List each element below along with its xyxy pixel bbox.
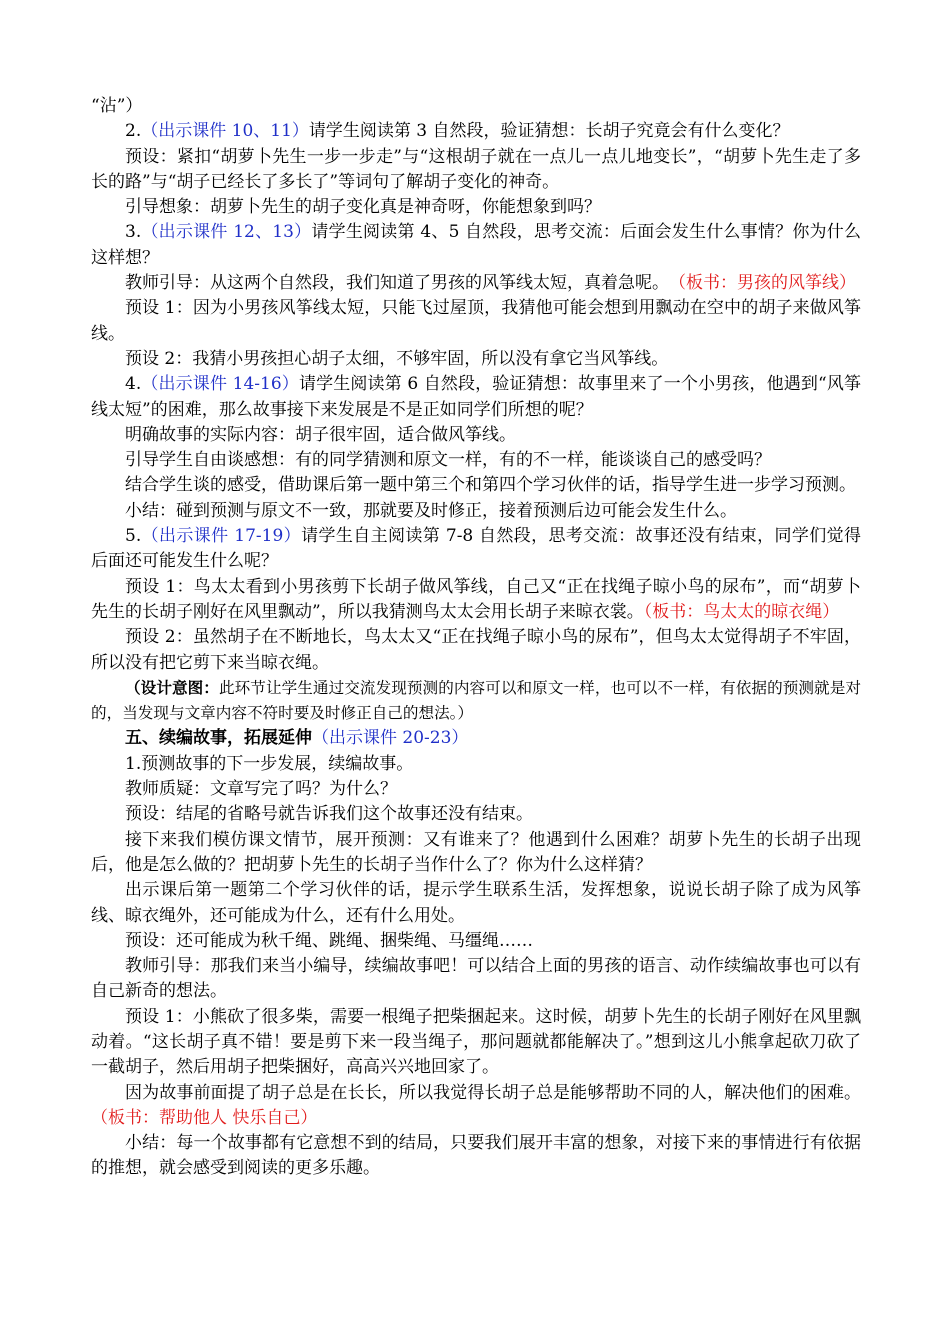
text-run: 教师引导：从这两个自然段，我们知道了男孩的风筝线太短，真着急呢。 [125, 273, 678, 294]
text-run: 引导想象：胡萝卜先生的胡子变化真是神奇呀，你能想象到吗？ [125, 197, 601, 218]
paragraph [91, 119, 861, 144]
text-run: 因为故事前面提了胡子总是在长长，所以我觉得长胡子总是能够帮助不同的人，解决他们的困难。 [125, 1082, 861, 1103]
text-run: 请学生自主阅读第 7-8 自然段，思考交流：故事还没有结束，同学们觉得后面还可能发生什么呢？ [91, 526, 861, 572]
courseware-note: （出示课件 12、13） [141, 222, 312, 243]
text-run: 预设 1：小熊砍了很多柴，需要一根绳子把柴捆起来。这时候，胡萝卜先生的长胡子刚好在风里飘动着。“这长胡子真不错！要是剪下来一段当绳子，那问题就都能解决了。”想到这儿小熊拿起砍刀砍了一截胡子，然后用胡子把柴捆好，高高兴兴地回家了。 [91, 1006, 861, 1078]
text-run: （设计意图： [125, 678, 219, 697]
text-run: 2. [125, 121, 142, 142]
board-note: （板书：帮助他人 快乐自己） [91, 1107, 318, 1128]
courseware-note: （出示课件 10、11） [141, 121, 309, 142]
text-run: 请学生阅读第 6 自然段，验证猜想：故事里来了一个小男孩，他遇到“风筝线太短”的困难，那么故事接下来发展是不是正如同学们所想的呢？ [91, 374, 861, 420]
paragraph [91, 423, 861, 448]
courseware-note: （出示课件 17-19） [141, 526, 302, 547]
paragraph [91, 347, 861, 372]
paragraph [91, 145, 861, 196]
paragraph [91, 499, 861, 524]
paragraph [91, 726, 861, 751]
paragraph [91, 777, 861, 802]
courseware-note: （出示课件 20-23） [312, 728, 469, 749]
text-run: 明确故事的实际内容：胡子很牢固，适合做风筝线。 [125, 424, 516, 445]
board-note: （板书：男孩的风筝线） [677, 273, 856, 294]
paragraph [91, 448, 861, 473]
text-run: 出示课后第一题第二个学习伙伴的话，提示学生联系生活，发挥想象，说说长胡子除了成为风筝线、晾衣绳外，还可能成为什么，还有什么用处。 [91, 880, 861, 926]
text-run: 1.预测故事的下一步发展，续编故事。 [125, 753, 414, 774]
paragraph [91, 878, 861, 929]
text-run: 预设 2：我猜小男孩担心胡子太细，不够牢固，所以没有拿它当风筝线。 [125, 348, 669, 369]
paragraph [91, 752, 861, 777]
paragraph [91, 954, 861, 1005]
text-run: “沾”） [91, 96, 143, 116]
paragraph [91, 220, 861, 271]
text-run: 5. [125, 526, 142, 547]
paragraph [91, 271, 861, 296]
paragraph [91, 1131, 861, 1182]
paragraph [91, 296, 861, 347]
paragraph [91, 828, 861, 879]
paragraph [91, 676, 861, 727]
text-run: 预设 2：虽然胡子在不断地长，鸟太太又“正在找绳子晾小鸟的尿布”，但鸟太太觉得胡子不牢固，所以没有把它剪下来当晾衣绳。 [91, 627, 861, 673]
text-run: 4. [125, 374, 142, 395]
paragraph [91, 372, 861, 423]
text-run: 教师引导：那我们来当小编导，续编故事吧！可以结合上面的男孩的语言、动作续编故事也可以有自己新奇的想法。 [91, 956, 861, 1002]
paragraph [91, 195, 861, 220]
text-run: 3. [125, 222, 142, 243]
document-body [91, 94, 861, 1182]
text-run: 预设：结尾的省略号就告诉我们这个故事还没有结束。 [125, 804, 533, 825]
text-run: 小结：碰到预测与原文不一致，那就要及时修正，接着预测后边可能会发生什么。 [125, 500, 737, 521]
text-run: 预设：紧扣“胡萝卜先生一步一步走”与“这根胡子就在一点儿一点儿地变长”，“胡萝卜先生走了多长的路”与“胡子已经长了多长了”等词句了解胡子变化的神奇。 [91, 146, 861, 192]
text-run: 引导学生自由谈感想：有的同学猜测和原文一样，有的不一样，能谈谈自己的感受吗？ [125, 450, 771, 471]
board-note: （板书：鸟太太的晾衣绳） [643, 601, 840, 622]
paragraph [91, 1081, 861, 1132]
paragraph [91, 473, 861, 498]
paragraph [91, 94, 861, 119]
text-run: 此环节让学生通过交流发现预测的内容可以和原文一样，也可以不一样，有依据的预测就是对的，当发现与文章内容不符时要及时修正自己的想法。） [91, 678, 861, 723]
text-run: 接下来我们模仿课文情节，展开预测：又有谁来了？他遇到什么困难？胡萝卜先生的长胡子出现后，他是怎么做的？把胡萝卜先生的长胡子当作什么了？你为什么这样猜？ [91, 829, 861, 875]
text-run: 教师质疑：文章写完了吗？为什么？ [125, 779, 397, 800]
text-run: 结合学生谈的感受，借助课后第一题中第三个和第四个学习伙伴的话，指导学生进一步学习预测。 [125, 475, 856, 496]
paragraph [91, 625, 861, 676]
text-run: 请学生阅读第 4、5 自然段，思考交流：后面会发生什么事情？你为什么这样想？ [91, 222, 861, 268]
courseware-note: （出示课件 14-16） [141, 374, 299, 395]
text-run: 预设：还可能成为秋千绳、跳绳、捆柴绳、马缰绳…… [125, 930, 533, 951]
paragraph [91, 575, 861, 626]
text-run: 预设 1：因为小男孩风筝线太短，只能飞过屋顶，我猜他可能会想到用飘动在空中的胡子来做风筝线。 [91, 298, 861, 344]
text-run: 预设 1：鸟太太看到小男孩剪下长胡子做风筝线，自己又“正在找绳子晾小鸟的尿布”，而“胡萝卜先生的长胡子刚好在风里飘动”，所以我猜测鸟太太会用长胡子来晾衣裳。 [91, 576, 861, 622]
paragraph [91, 1005, 861, 1081]
text-run: 五、续编故事，拓展延伸 [125, 728, 312, 749]
paragraph [91, 802, 861, 827]
text-run: 请学生阅读第 3 自然段，验证猜想：长胡子究竟会有什么变化？ [308, 121, 790, 142]
paragraph [91, 524, 861, 575]
paragraph [91, 929, 861, 954]
text-run: 小结：每一个故事都有它意想不到的结局，只要我们展开丰富的想象，对接下来的事情进行有依据的推想，就会感受到阅读的更多乐趣。 [91, 1133, 861, 1179]
